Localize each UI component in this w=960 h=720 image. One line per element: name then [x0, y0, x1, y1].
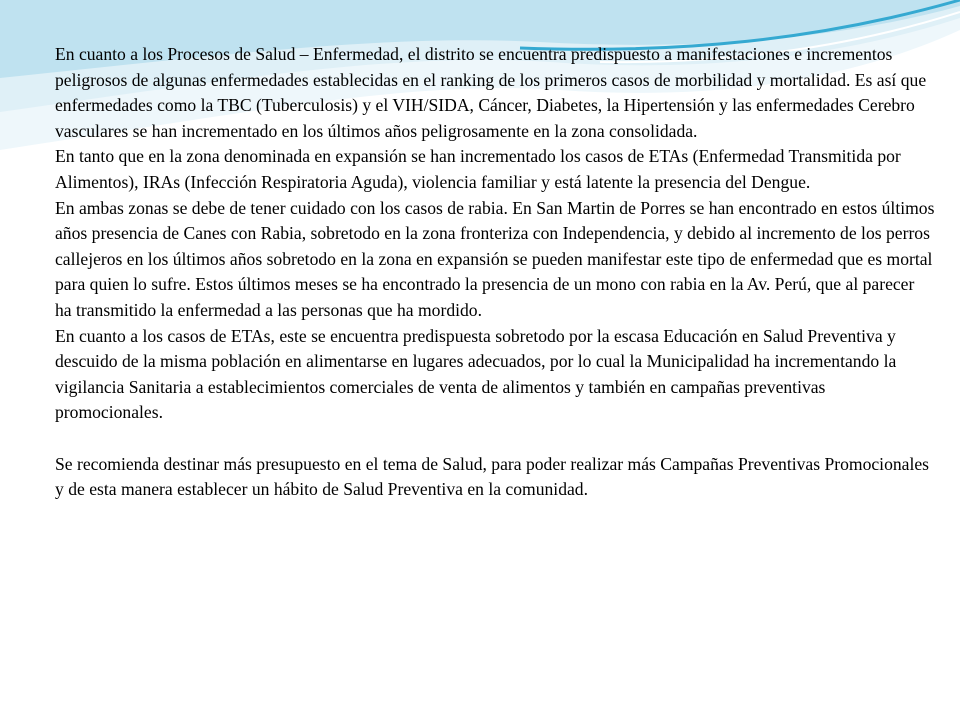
paragraph-zona-expansion: En tanto que en la zona denominada en expansión se han incrementado los casos de ETAs (Enfermedad Transmitida por Alimentos), IRAs (Infección Respiratoria Aguda), violencia familiar y está latente la presencia del Dengue. [55, 146, 901, 192]
paragraph-spacer [55, 426, 935, 452]
paragraph-rabia: En ambas zonas se debe de tener cuidado con los casos de rabia. En San Martin de Porres se han encontrado en estos últimos años presencia de Canes con Rabia, sobretodo en la zona fronteriza con Independencia, y debido al incremento de los perros callejeros en los últimos años sobretodo en la zona en expansión se pueden manifestar este tipo de enfermedad que es mortal para quien lo sufre. Estos últimos meses se ha encontrado la presencia de un mono con rabia en la Av. Perú, que al parecer ha transmitido la enfermedad a las personas que ha mordido. [55, 197, 935, 320]
paragraph-etas: En cuanto a los casos de ETAs, este se encuentra predispuesta sobretodo por la escasa Educación en Salud Preventiva y descuido de la misma población en alimentarse en lugares adecuados, por lo cual la Municipalidad ha incrementando la vigilancia Sanitaria a establecimientos comerciales de venta de alimentos y también en campañas preventivas promocionales. [55, 325, 897, 423]
slide-body [55, 42, 935, 503]
paragraph-recomendacion: Se recomienda destinar más presupuesto en el tema de Salud, para poder realizar más Campañas Preventivas Promocionales y de esta manera establecer un hábito de Salud Preventiva en la comunidad. [55, 453, 930, 500]
paragraph-procesos-salud: En cuanto a los Procesos de Salud – Enfermedad, el distrito se encuentra predispuesto a manifestaciones e incrementos peligrosos de algunas enfermedades establecidas en el ranking de los primeros casos de morbilidad y mortalidad. Es así que enfermedades como la TBC (Tuberculosis) y el VIH/SIDA, Cáncer, Diabetes, la Hipertensión y las enfermedades Cerebro vasculares se han incrementado en los últimos años peligrosamente en la zona consolidada. [55, 44, 927, 141]
